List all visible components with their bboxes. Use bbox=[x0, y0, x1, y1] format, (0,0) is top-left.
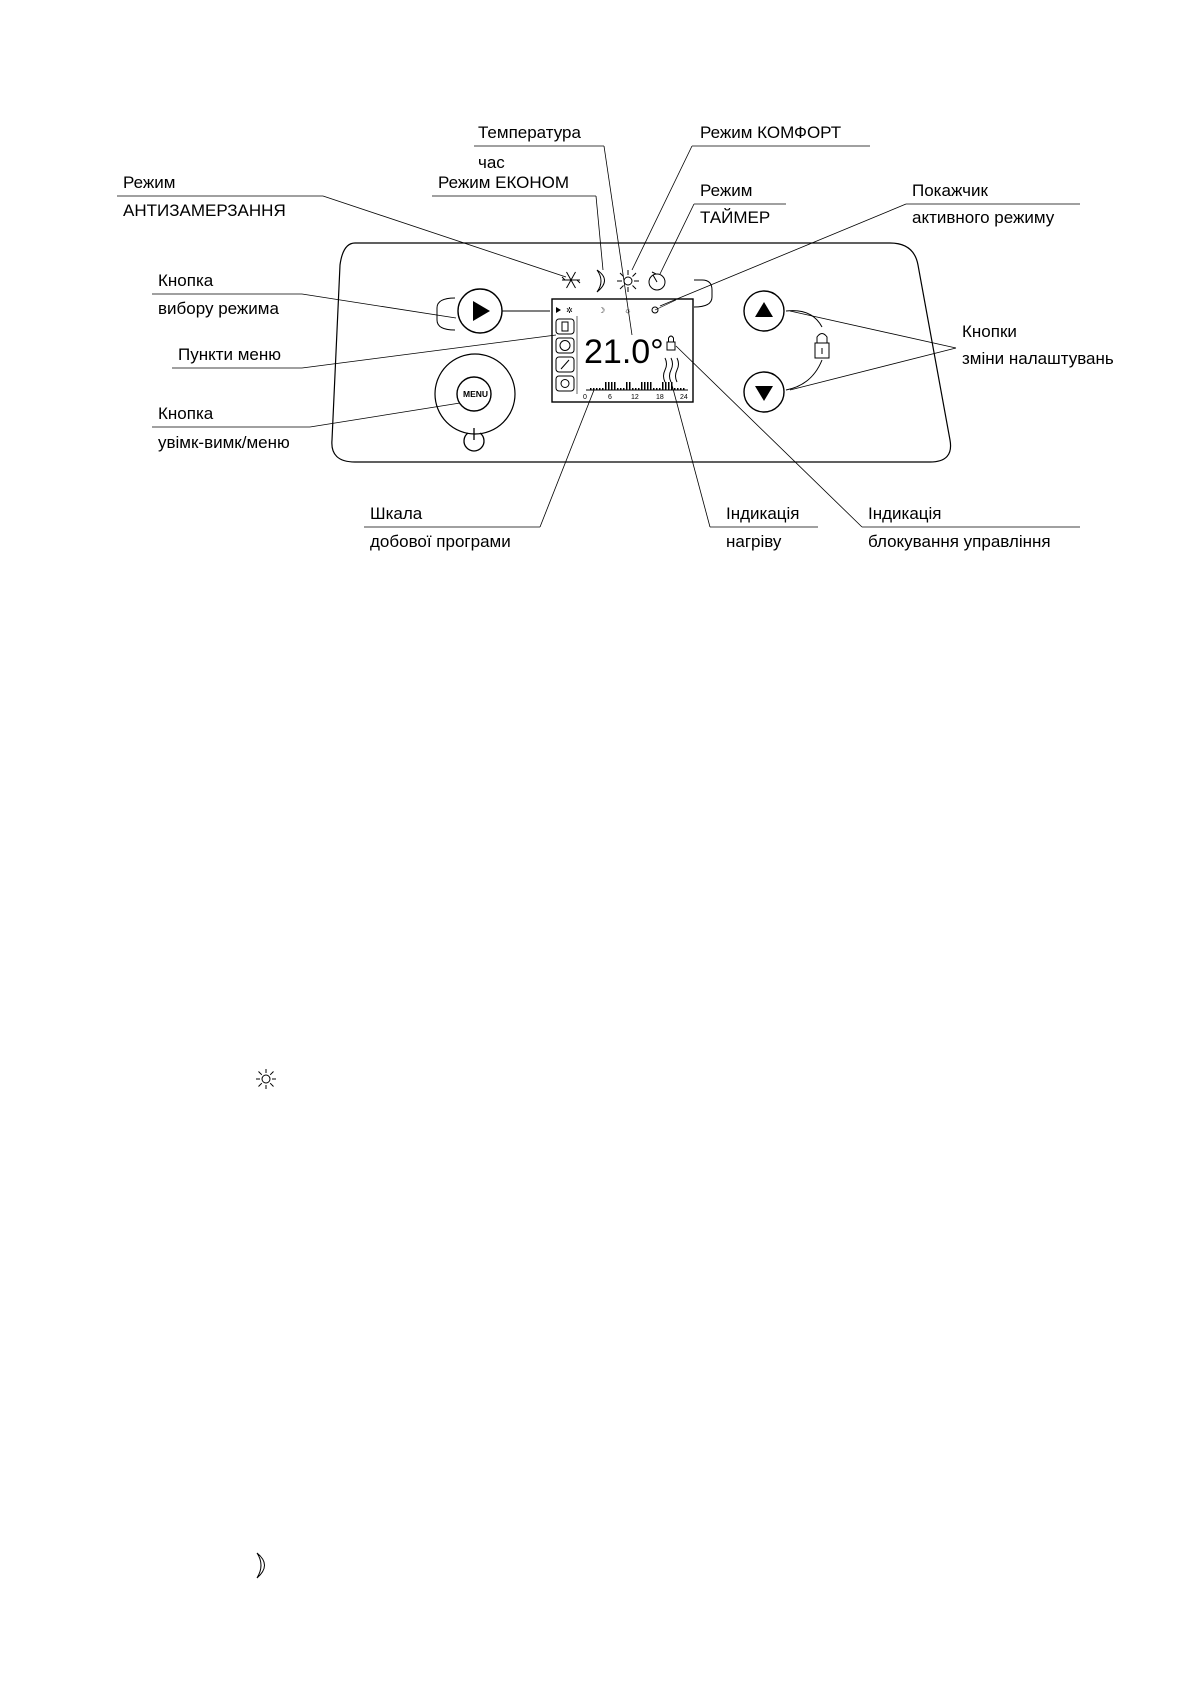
program-bar bbox=[668, 382, 670, 390]
svg-text:☼: ☼ bbox=[624, 306, 632, 315]
label-time: час bbox=[478, 153, 505, 172]
program-bar bbox=[683, 388, 685, 390]
program-bar bbox=[674, 388, 676, 390]
up-button[interactable] bbox=[744, 291, 784, 331]
program-bar bbox=[617, 388, 619, 390]
program-bar bbox=[599, 388, 601, 390]
label-power-button-1: Кнопка bbox=[158, 404, 214, 423]
display-screen bbox=[552, 299, 693, 402]
mode-select-button[interactable] bbox=[458, 289, 502, 333]
sun-icon bbox=[617, 270, 639, 292]
program-bar bbox=[677, 388, 679, 390]
moon-icon bbox=[257, 1553, 265, 1578]
display-temperature: 21.0° bbox=[584, 333, 664, 371]
scale-tick-18: 18 bbox=[656, 394, 664, 401]
program-bar bbox=[656, 388, 658, 390]
program-bar bbox=[638, 388, 640, 390]
daily-program-scale bbox=[583, 382, 688, 401]
play-icon bbox=[473, 301, 490, 321]
label-heating-1: Індикація bbox=[726, 504, 800, 523]
program-bar bbox=[596, 388, 598, 390]
sun-icon bbox=[256, 1069, 276, 1089]
program-bar bbox=[650, 382, 652, 390]
label-timer-2: ТАЙМЕР bbox=[700, 208, 771, 227]
program-bar bbox=[611, 382, 613, 390]
svg-text:☽: ☽ bbox=[598, 306, 606, 315]
program-bar bbox=[680, 388, 682, 390]
indicator-frame bbox=[437, 298, 455, 330]
display-mode-row bbox=[556, 300, 676, 315]
indicator-frame-right bbox=[694, 280, 712, 307]
program-bar bbox=[665, 382, 667, 390]
program-bar bbox=[635, 388, 637, 390]
label-comfort: Режим КОМФОРТ bbox=[700, 123, 842, 142]
svg-text:✲: ✲ bbox=[566, 306, 573, 315]
label-antifreeze-2: АНТИЗАМЕРЗАННЯ bbox=[123, 201, 286, 220]
program-bar bbox=[641, 382, 643, 390]
label-mode-button-1: Кнопка bbox=[158, 271, 214, 290]
arrow-down-icon bbox=[755, 386, 773, 401]
program-bar bbox=[614, 382, 616, 390]
program-bar bbox=[620, 388, 622, 390]
power-icon bbox=[464, 428, 484, 451]
program-bar bbox=[590, 388, 592, 390]
menu-items-column bbox=[556, 319, 574, 391]
program-bar bbox=[605, 382, 607, 390]
label-scale-2: добової програми bbox=[370, 532, 511, 551]
down-button[interactable] bbox=[744, 372, 784, 412]
label-temperature: Температура bbox=[478, 123, 581, 142]
scale-tick-0: 0 bbox=[583, 394, 587, 401]
scale-tick-6: 6 bbox=[608, 394, 612, 401]
label-power-button-2: увімк-вимк/меню bbox=[158, 433, 290, 452]
program-bar bbox=[653, 388, 655, 390]
label-heating-2: нагріву bbox=[726, 532, 782, 551]
label-menu-items: Пункти меню bbox=[178, 345, 282, 364]
label-lock-2: блокування управління bbox=[868, 532, 1051, 551]
program-bar bbox=[593, 388, 595, 390]
arrow-up-icon bbox=[755, 302, 773, 317]
label-scale-1: Шкала bbox=[370, 504, 423, 523]
label-timer-1: Режим bbox=[700, 181, 753, 200]
label-antifreeze-1: Режим bbox=[123, 173, 176, 192]
program-bar bbox=[644, 382, 646, 390]
program-bar bbox=[608, 382, 610, 390]
program-bar bbox=[629, 382, 631, 390]
label-active-2: активного режиму bbox=[912, 208, 1055, 227]
label-adjust-2: зміни налаштувань bbox=[962, 349, 1114, 368]
program-bar bbox=[659, 388, 661, 390]
scale-tick-12: 12 bbox=[631, 394, 639, 401]
menu-button-label: MENU bbox=[463, 389, 489, 399]
label-economy: Режим ЕКОНОМ bbox=[438, 173, 570, 192]
snowflake-icon bbox=[562, 272, 580, 288]
label-active-1: Покажчик bbox=[912, 181, 988, 200]
moon-icon bbox=[597, 270, 605, 292]
lock-combo-icon bbox=[815, 334, 829, 359]
scale-tick-24: 24 bbox=[680, 394, 688, 401]
program-bar bbox=[632, 388, 634, 390]
heating-indicator-icon bbox=[664, 358, 679, 382]
timer-icon bbox=[649, 272, 665, 290]
label-mode-button-2: вибору режима bbox=[158, 299, 279, 318]
label-adjust-1: Кнопки bbox=[962, 322, 1017, 341]
program-bar bbox=[602, 388, 604, 390]
program-bar bbox=[647, 382, 649, 390]
lock-indicator-icon bbox=[667, 336, 675, 350]
label-lock-1: Індикація bbox=[868, 504, 942, 523]
program-bar bbox=[626, 382, 628, 390]
program-bars bbox=[590, 382, 685, 390]
menu-power-button[interactable] bbox=[435, 354, 515, 434]
program-bar bbox=[623, 388, 625, 390]
program-bar bbox=[662, 382, 664, 390]
